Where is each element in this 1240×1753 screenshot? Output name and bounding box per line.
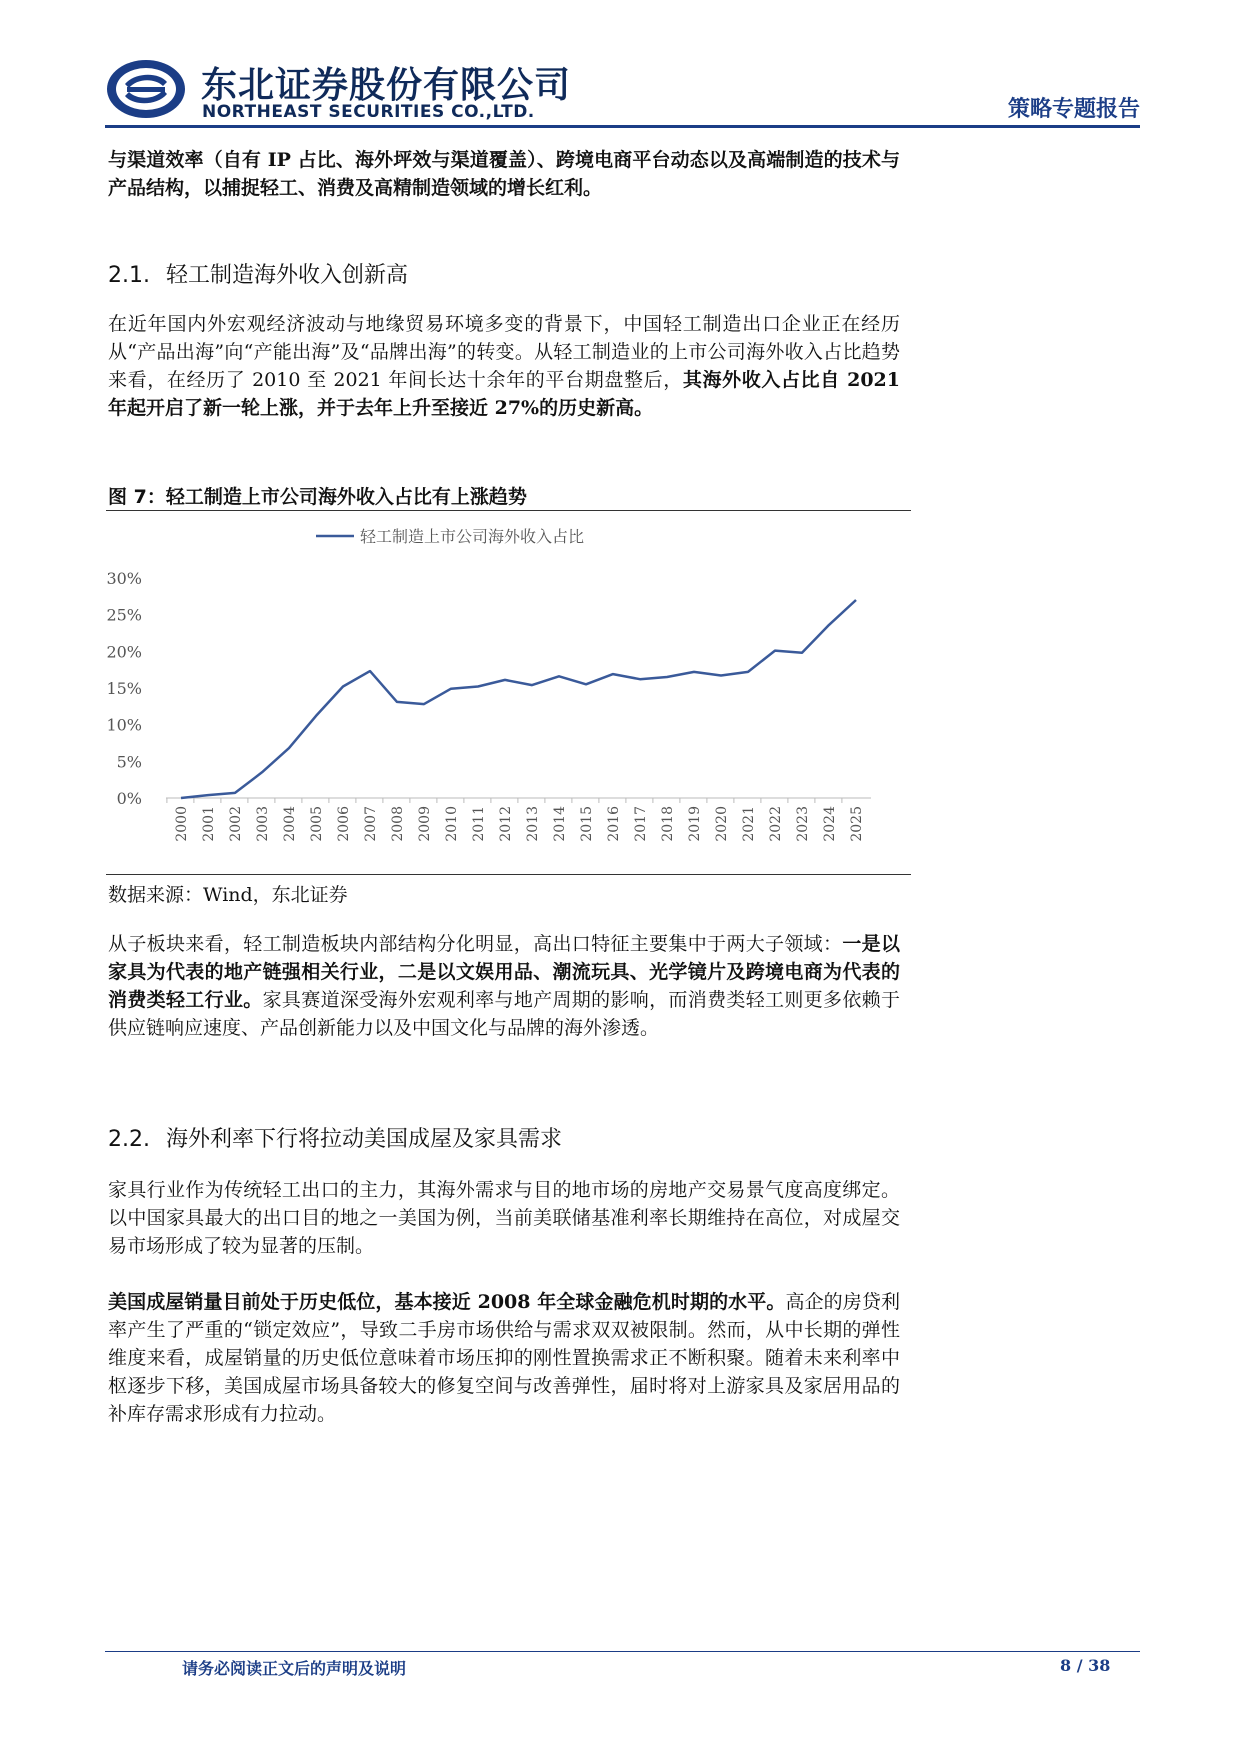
- section1-paragraph: [108, 310, 900, 422]
- x-tick-label: 2014: [552, 806, 568, 842]
- legend-label: 轻工制造上市公司海外收入占比: [360, 527, 585, 546]
- x-tick-label: 2001: [201, 806, 217, 842]
- x-tick-label: 2007: [363, 806, 379, 842]
- y-tick-label: 0%: [116, 789, 142, 808]
- section-heading-2-1: [108, 258, 408, 289]
- y-tick-label: 5%: [116, 752, 142, 772]
- section-number: 2.2.: [108, 1127, 150, 1152]
- housing-bold-text: 美国成屋销量目前处于历史低位，基本接近 2008 年全球金融危机时期的水平。: [108, 1291, 786, 1313]
- figure-top-rule: [106, 510, 911, 511]
- furniture-paragraph: 家具行业作为传统轻工出口的主力，其海外需求与目的地市场的房地产交易景气度高度绑定。以中国家具最大的出口目的地之一美国为例，当前美联储基准利率长期维持在高位，对成屋交易市场形成了较为显著的压制。: [108, 1179, 900, 1257]
- page-header: [105, 52, 1140, 127]
- section-heading-2-2: [108, 1122, 562, 1153]
- subsector-paragraph: [108, 930, 900, 1042]
- figure-source: 数据来源：Wind，东北证券: [108, 884, 348, 906]
- series-line: [181, 600, 856, 798]
- x-tick-label: 2019: [687, 806, 703, 842]
- x-tick-label: 2010: [444, 806, 460, 842]
- x-tick-label: 2023: [795, 806, 811, 842]
- x-tick-label: 2000: [174, 806, 190, 842]
- y-tick-label: 30%: [106, 569, 142, 588]
- figure-caption: 图 7：轻工制造上市公司海外收入占比有上涨趋势: [108, 486, 527, 508]
- section1-text: 在近年国内外宏观经济波动与地缘贸易环境多变的背景下，中国轻工制造出口企业正在经历从“产品出海”向“产能出海”及“品牌出海”的转变。从轻工制造业的上市公司海外收入占比趋势来看，在经历了 2010 至 2021 年间长达十余年的平台期盘整后，: [108, 313, 900, 391]
- footer-divider: [105, 1651, 1140, 1652]
- x-tick-label: 2004: [282, 806, 298, 842]
- section-number: 2.1.: [108, 263, 150, 288]
- page-number: 8 / 38: [1060, 1656, 1111, 1675]
- x-tick-label: 2002: [228, 806, 244, 842]
- subsector-text-1: 从子板块来看，轻工制造板块内部结构分化明显，高出口特征主要集中于两大子领域：: [108, 933, 843, 955]
- x-tick-label: 2003: [255, 806, 271, 842]
- x-tick-label: 2022: [768, 806, 784, 842]
- subsector-bold-text: 一是以家具为代表的地产链强相关行业，二是以文娱用品、潮流玩具、光学镜片及跨境电商为代表的消费类轻工行业。: [108, 933, 900, 1011]
- y-tick-label: 10%: [106, 715, 142, 735]
- y-tick-label: 20%: [106, 642, 142, 662]
- y-tick-label: 15%: [106, 679, 142, 698]
- header-divider: [105, 125, 1140, 128]
- x-tick-label: 2015: [579, 806, 595, 842]
- x-tick-label: 2024: [822, 806, 838, 842]
- x-tick-label: 2012: [498, 806, 514, 842]
- section-title: 海外利率下行将拉动美国成屋及家具需求: [166, 1127, 563, 1152]
- x-tick-label: 2016: [606, 806, 622, 842]
- footer-disclaimer: 请务必阅读正文后的声明及说明: [182, 1659, 407, 1678]
- company-name-en: NORTHEAST SECURITIES CO.,LTD.: [202, 102, 535, 122]
- x-tick-label: 2020: [714, 806, 730, 842]
- company-name-cn: 东北证券股份有限公司: [201, 65, 572, 106]
- section1-bold-text: 其海外收入占比自 2021 年起开启了新一轮上涨，并于去年上升至接近 27%的历史新高。: [108, 369, 900, 419]
- x-tick-label: 2005: [309, 806, 325, 842]
- x-tick-label: 2017: [633, 806, 649, 842]
- housing-text: 高企的房贷利率产生了严重的“锁定效应”，导致二手房市场供给与需求双双被限制。然而，从中长期的弹性维度来看，成屋销量的历史低位意味着市场压抑的刚性置换需求正不断积聚。随着未来利率中枢逐步下移，美国成屋市场具备较大的修复空间与改善弹性，届时将对上游家具及家居用品的补库存需求形成有力拉动。: [108, 1291, 900, 1425]
- x-tick-label: 2021: [741, 806, 757, 842]
- overseas-revenue-line-chart: [106, 512, 911, 872]
- x-tick-label: 2006: [336, 806, 352, 842]
- x-tick-label: 2025: [849, 806, 865, 842]
- x-tick-label: 2011: [471, 806, 487, 842]
- x-tick-label: 2013: [525, 806, 541, 842]
- x-tick-label: 2018: [660, 806, 676, 842]
- x-tick-label: 2009: [417, 806, 433, 842]
- intro-paragraph: 与渠道效率（自有 IP 占比、海外坪效与渠道覆盖）、跨境电商平台动态以及高端制造的技术与产品结构，以捕捉轻工、消费及高精制造领域的增长红利。: [108, 149, 900, 199]
- x-tick-label: 2008: [390, 806, 406, 842]
- figure-bottom-rule: [106, 874, 911, 875]
- subsector-text-2: 家具赛道深受海外宏观利率与地产周期的影响，而消费类轻工则更多依赖于供应链响应速度、产品创新能力以及中国文化与品牌的海外渗透。: [108, 989, 900, 1039]
- company-logo-icon: [105, 58, 187, 120]
- housing-paragraph: [108, 1288, 900, 1428]
- section-title: 轻工制造海外收入创新高: [166, 263, 409, 288]
- y-tick-label: 25%: [106, 605, 142, 625]
- report-type-label: 策略专题报告: [1007, 97, 1140, 122]
